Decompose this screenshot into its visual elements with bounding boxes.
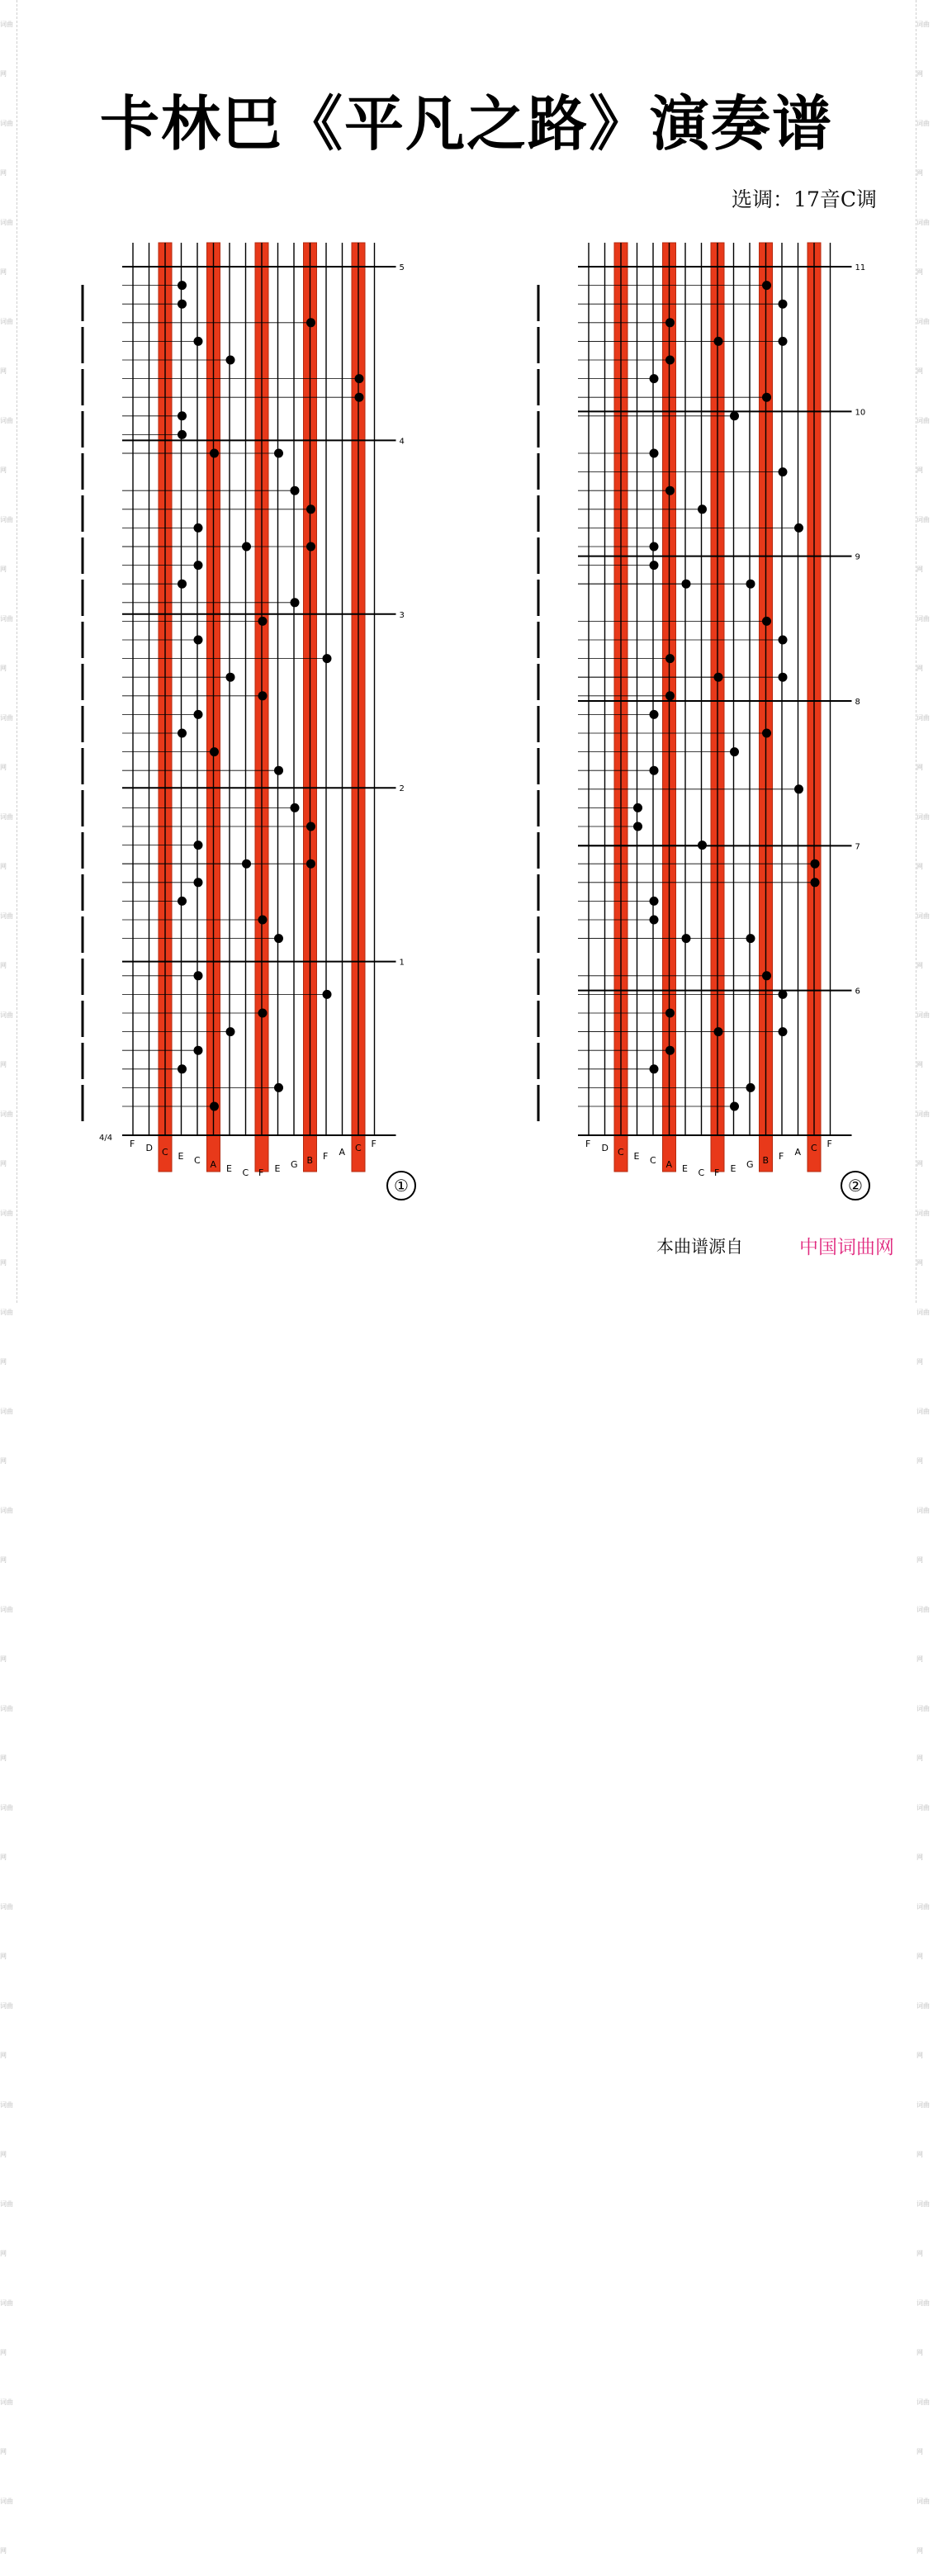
note-dot: [665, 356, 675, 365]
watermark-text: 词曲网: [916, 714, 930, 771]
watermark-text: 词曲网: [0, 2002, 13, 2059]
tine-label: B: [306, 1155, 314, 1166]
note-dot: [194, 878, 203, 887]
note-dot: [633, 803, 642, 812]
watermark-text: 词曲网: [0, 1309, 13, 1366]
tine-label: E: [274, 1163, 281, 1174]
tine-label: G: [291, 1159, 298, 1170]
note-dot: [291, 486, 300, 495]
measure-number: 7: [855, 842, 860, 852]
watermark-text: 词曲网: [0, 516, 13, 573]
note-dot: [794, 523, 803, 533]
tine-label: F: [585, 1139, 591, 1149]
note-dot: [226, 1027, 235, 1036]
watermark-text: 词曲网: [0, 1110, 13, 1167]
page-number-2: ②: [841, 1171, 870, 1200]
tine-label: A: [210, 1159, 217, 1170]
note-dot: [178, 430, 187, 439]
note-dot: [226, 356, 235, 365]
watermark-text: 词曲网: [0, 417, 13, 474]
note-dot: [194, 636, 203, 645]
footer-source-label: 本曲谱源自: [656, 1237, 743, 1257]
watermark-text: 词曲网: [916, 1804, 930, 1861]
note-dot: [178, 897, 187, 906]
note-dot: [811, 878, 820, 887]
note-dot: [650, 561, 659, 570]
key-label: 选调：17音C调: [732, 187, 877, 211]
note-dot: [779, 1027, 788, 1036]
note-dot: [665, 654, 675, 663]
note-dot: [650, 766, 659, 775]
note-dot: [194, 1046, 203, 1055]
note-dot: [665, 1009, 675, 1018]
tine-label: F: [130, 1139, 135, 1149]
tine-label: G: [746, 1159, 754, 1170]
note-dot: [779, 337, 788, 346]
note-dot: [779, 467, 788, 476]
watermark-text: 词曲网: [916, 1110, 930, 1167]
measure-number: 9: [855, 552, 860, 562]
watermark-text: 词曲网: [0, 1408, 13, 1465]
note-dot: [178, 411, 187, 420]
watermark-text: 词曲网: [0, 219, 13, 276]
watermark-text: 词曲网: [916, 1011, 930, 1068]
note-dot: [210, 1102, 219, 1111]
note-dot: [698, 504, 707, 514]
watermark-text: 词曲网: [0, 1011, 13, 1068]
page-number-1: ①: [386, 1171, 416, 1200]
watermark-text: 词曲网: [916, 1408, 930, 1465]
tine-label: F: [323, 1151, 329, 1162]
note-dot: [730, 411, 739, 420]
tine-label: C: [242, 1167, 249, 1178]
note-dot: [746, 1083, 755, 1092]
note-dot: [665, 318, 675, 327]
measure-number: 6: [855, 987, 860, 997]
watermark-text: 词曲网: [916, 219, 930, 276]
note-dot: [779, 990, 788, 999]
note-dot: [194, 337, 203, 346]
tine-label: F: [258, 1167, 264, 1178]
watermark-text: 词曲网: [916, 1309, 930, 1366]
note-dot: [650, 710, 659, 719]
tine-label: E: [682, 1163, 688, 1174]
tine-label: C: [811, 1143, 817, 1153]
tab-sheet-1: [79, 239, 418, 1181]
note-dot: [178, 300, 187, 309]
watermark-text: 词曲网: [0, 21, 13, 78]
right-watermark-strip: [916, 0, 933, 2555]
note-dot: [762, 281, 771, 290]
watermark-text: 词曲网: [0, 1606, 13, 1663]
watermark-text: 词曲网: [0, 714, 13, 771]
measure-number: 2: [399, 784, 405, 794]
time-signature: 4/4: [99, 1134, 113, 1143]
watermark-text: 词曲网: [916, 2299, 930, 2356]
tine-label: E: [178, 1151, 184, 1162]
tine-label: E: [730, 1163, 736, 1174]
note-dot: [650, 542, 659, 552]
note-dot: [306, 859, 315, 869]
note-dot: [730, 747, 739, 756]
watermark-text: 词曲网: [916, 516, 930, 573]
watermark-text: 词曲网: [0, 1507, 13, 1564]
note-dot: [794, 784, 803, 793]
tine-label: E: [633, 1151, 640, 1162]
note-dot: [274, 766, 283, 775]
tine-label: C: [698, 1167, 705, 1178]
watermark-text: 词曲网: [0, 1705, 13, 1762]
watermark-text: 词曲网: [0, 2101, 13, 2158]
note-dot: [258, 1009, 268, 1018]
watermark-text: 词曲网: [0, 615, 13, 672]
watermark-text: 词曲网: [0, 813, 13, 870]
tine-label: F: [826, 1139, 832, 1149]
note-dot: [226, 673, 235, 682]
left-watermark-strip: [0, 0, 17, 2555]
note-dot: [650, 1064, 659, 1073]
watermark-text: 词曲网: [916, 1507, 930, 1564]
watermark-text: 词曲网: [0, 318, 13, 375]
note-dot: [258, 617, 268, 626]
measure-number: 10: [855, 408, 866, 418]
measure-number: 4: [399, 437, 405, 447]
watermark-text: 词曲网: [916, 21, 930, 78]
tine-label: D: [601, 1143, 609, 1153]
watermark-text: 词曲网: [0, 912, 13, 969]
watermark-text: 词曲网: [916, 120, 930, 177]
watermark-text: 词曲网: [916, 615, 930, 672]
note-dot: [194, 710, 203, 719]
watermark-text: 词曲网: [916, 2101, 930, 2158]
note-dot: [762, 393, 771, 402]
note-dot: [194, 561, 203, 570]
watermark-text: 词曲网: [0, 2498, 13, 2555]
tine-label: E: [226, 1163, 232, 1174]
measure-number: 8: [855, 698, 860, 707]
watermark-text: 词曲网: [916, 1606, 930, 1663]
watermark-text: 词曲网: [916, 2200, 930, 2257]
note-dot: [665, 1046, 675, 1055]
watermark-text: 词曲网: [916, 2002, 930, 2059]
watermark-text: 词曲网: [916, 417, 930, 474]
note-dot: [306, 822, 315, 831]
note-dot: [258, 916, 268, 925]
note-dot: [730, 1102, 739, 1111]
measure-number: 1: [399, 958, 405, 968]
watermark-text: 词曲网: [0, 120, 13, 177]
note-dot: [650, 916, 659, 925]
tine-label: F: [371, 1139, 377, 1149]
note-dot: [779, 636, 788, 645]
note-dot: [306, 318, 315, 327]
note-dot: [698, 841, 707, 850]
tab-sheet-2: [535, 239, 874, 1181]
watermark-text: 词曲网: [916, 1903, 930, 1960]
note-dot: [178, 281, 187, 290]
note-dot: [306, 504, 315, 514]
note-dot: [665, 691, 675, 700]
tine-label: C: [162, 1147, 168, 1158]
note-dot: [650, 449, 659, 458]
tine-label: C: [194, 1155, 201, 1166]
note-dot: [274, 1083, 283, 1092]
note-dot: [178, 729, 187, 738]
note-dot: [274, 934, 283, 943]
note-dot: [323, 654, 332, 663]
note-dot: [779, 673, 788, 682]
measure-number: 5: [399, 263, 405, 272]
watermark-text: 词曲网: [0, 2299, 13, 2356]
note-dot: [811, 859, 820, 869]
tine-label: F: [779, 1151, 784, 1162]
note-dot: [258, 691, 268, 700]
note-dot: [291, 803, 300, 812]
watermark-text: 词曲网: [916, 1705, 930, 1762]
note-dot: [323, 990, 332, 999]
note-dot: [355, 374, 364, 383]
note-dot: [762, 971, 771, 980]
note-dot: [779, 300, 788, 309]
note-dot: [762, 617, 771, 626]
page-title: 卡林巴《平凡之路》演奏谱: [99, 89, 833, 159]
watermark-text: 词曲网: [0, 2398, 13, 2455]
measure-number: 3: [399, 610, 405, 620]
note-dot: [291, 598, 300, 607]
watermark-text: 词曲网: [916, 2498, 930, 2555]
tine-label: C: [650, 1155, 656, 1166]
watermark-text: 词曲网: [916, 912, 930, 969]
watermark-text: 词曲网: [0, 1903, 13, 1960]
note-dot: [746, 580, 755, 589]
watermark-text: 词曲网: [0, 2200, 13, 2257]
tine-label: A: [794, 1147, 802, 1158]
note-dot: [650, 897, 659, 906]
tine-label: C: [618, 1147, 624, 1158]
footer-site-name[interactable]: 中国词曲网: [799, 1237, 894, 1258]
note-dot: [178, 580, 187, 589]
note-dot: [178, 1064, 187, 1073]
tine-label: A: [339, 1147, 346, 1158]
tine-label: F: [714, 1167, 720, 1178]
watermark-text: 词曲网: [916, 318, 930, 375]
tine-label: C: [355, 1143, 362, 1153]
note-dot: [274, 449, 283, 458]
note-dot: [762, 729, 771, 738]
watermark-text: 词曲网: [916, 1210, 930, 1267]
note-dot: [194, 523, 203, 533]
note-dot: [194, 841, 203, 850]
note-dot: [746, 934, 755, 943]
note-dot: [306, 542, 315, 552]
note-dot: [210, 747, 219, 756]
note-dot: [633, 822, 642, 831]
note-dot: [355, 393, 364, 402]
watermark-text: 词曲网: [0, 1804, 13, 1861]
note-dot: [650, 374, 659, 383]
watermark-text: 词曲网: [916, 2398, 930, 2455]
tine-label: A: [665, 1159, 673, 1170]
tine-label: D: [145, 1143, 153, 1153]
measure-number: 11: [855, 263, 866, 272]
tine-label: B: [762, 1155, 770, 1166]
note-dot: [665, 486, 675, 495]
watermark-text: 词曲网: [0, 1210, 13, 1267]
note-dot: [194, 971, 203, 980]
watermark-text: 词曲网: [916, 813, 930, 870]
